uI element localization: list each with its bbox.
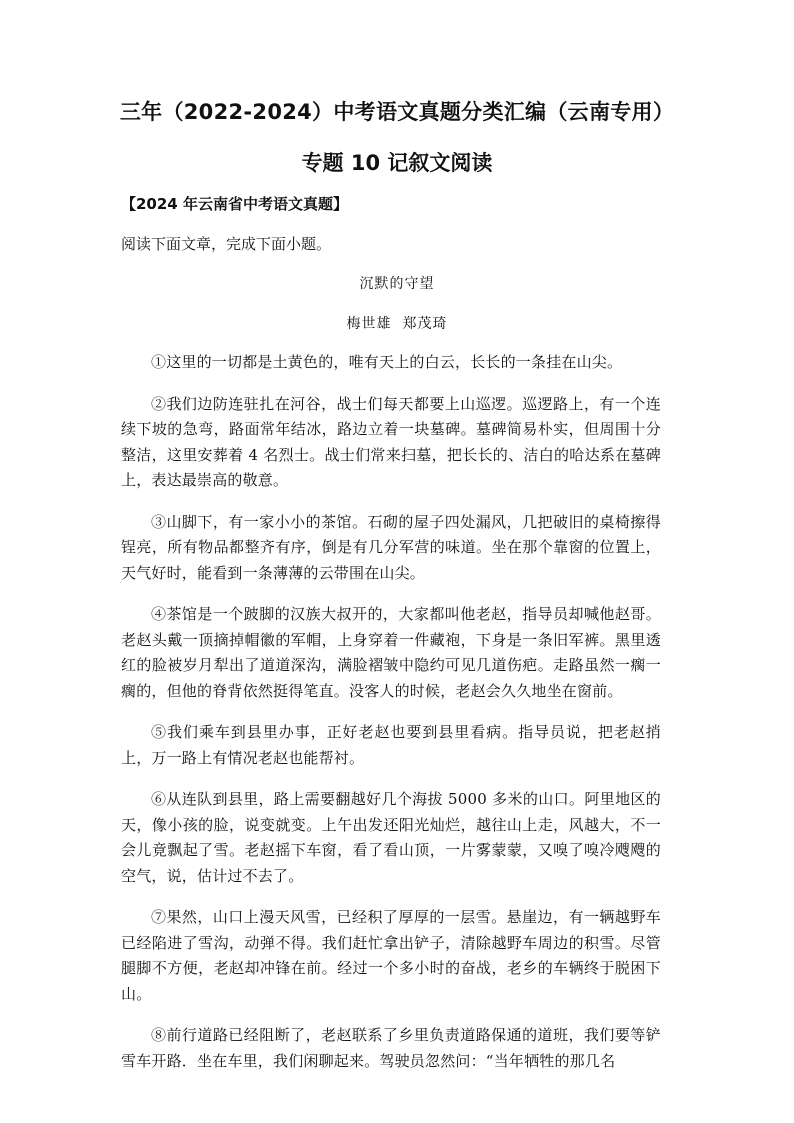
paragraph: ⑤我们乘车到县里办事，正好老赵也要到县里看病。指导员说，把老赵捎上，万一路上有情况老赵也能帮衬。 bbox=[121, 723, 661, 767]
document-subtitle: 专题 10 记叙文阅读 bbox=[301, 151, 493, 175]
article-authors: 梅世雄 郑茂琦 bbox=[346, 316, 448, 332]
instruction-text: 阅读下面文章，完成下面小题。 bbox=[121, 235, 332, 253]
section-heading: 【2024 年云南省中考语文真题】 bbox=[121, 195, 348, 213]
article-title: 沉默的守望 bbox=[359, 276, 435, 292]
document-title: 三年（2022-2024）中考语文真题分类汇编（云南专用） bbox=[119, 100, 675, 124]
paragraph: ③山脚下，有一家小小的茶馆。石砌的屋子四处漏风，几把破旧的桌椅擦得锃亮，所有物品都整齐有序，倒是有几分军营的味道。坐在那个靠窗的位置上，天气好时，能看到一条薄薄的云带围在山尖。 bbox=[121, 512, 661, 582]
paragraph: ①这里的一切都是土黄色的，唯有天上的白云，长长的一条挂在山尖。 bbox=[151, 353, 623, 371]
paragraph: ⑥从连队到县里，路上需要翻越好几个海拔 5000 多米的山口。阿里地区的天，像小孩的脸，说变就变。上午出发还阳光灿烂，越往山上走，风越大，不一会儿竟飘起了雪。老赵摇下车窗，看了看山顶，一片雾蒙蒙，又嗅了嗅冷飕飕的空气，说，估计过不去了。 bbox=[121, 790, 661, 885]
paragraph: ②我们边防连驻扎在河谷，战士们每天都要上山巡逻。巡逻路上，有一个连续下坡的急弯，路面常年结冰，路边立着一块墓碑。墓碑简易朴实，但周围十分整洁，这里安葬着 4 名烈士。战士们常来扫墓，把长长的、洁白的哈达系在墓碑上，表达最崇高的敬意。 bbox=[121, 394, 661, 489]
article-body bbox=[121, 350, 661, 1090]
paragraph: ④茶馆是一个跛脚的汉族大叔开的，大家都叫他老赵，指导员却喊他赵哥。老赵头戴一顶摘掉帽徽的军帽，上身穿着一件藏袍，下身是一条旧军裤。黑里透红的脸被岁月犁出了道道深沟，满脸褶皱中隐约可见几道伤疤。走路虽然一瘸一瘸的，但他的脊背依然挺得笔直。没客人的时候，老赵会久久地坐在窗前。 bbox=[121, 605, 661, 700]
paragraph: ⑦果然，山口上漫天风雪，已经积了厚厚的一层雪。悬崖边，有一辆越野车已经陷进了雪沟，动弹不得。我们赶忙拿出铲子，清除越野车周边的积雪。尽管腿脚不方便，老赵却冲锋在前。经过一个多小时的奋战，老乡的车辆终于脱困下山。 bbox=[121, 908, 661, 1003]
paragraph: ⑧前行道路已经阻断了，老赵联系了乡里负责道路保通的道班，我们要等铲雪车开路．坐在车里，我们闲聊起来。驾驶员忽然问：“当年牺牲的那几名 bbox=[121, 1026, 661, 1070]
